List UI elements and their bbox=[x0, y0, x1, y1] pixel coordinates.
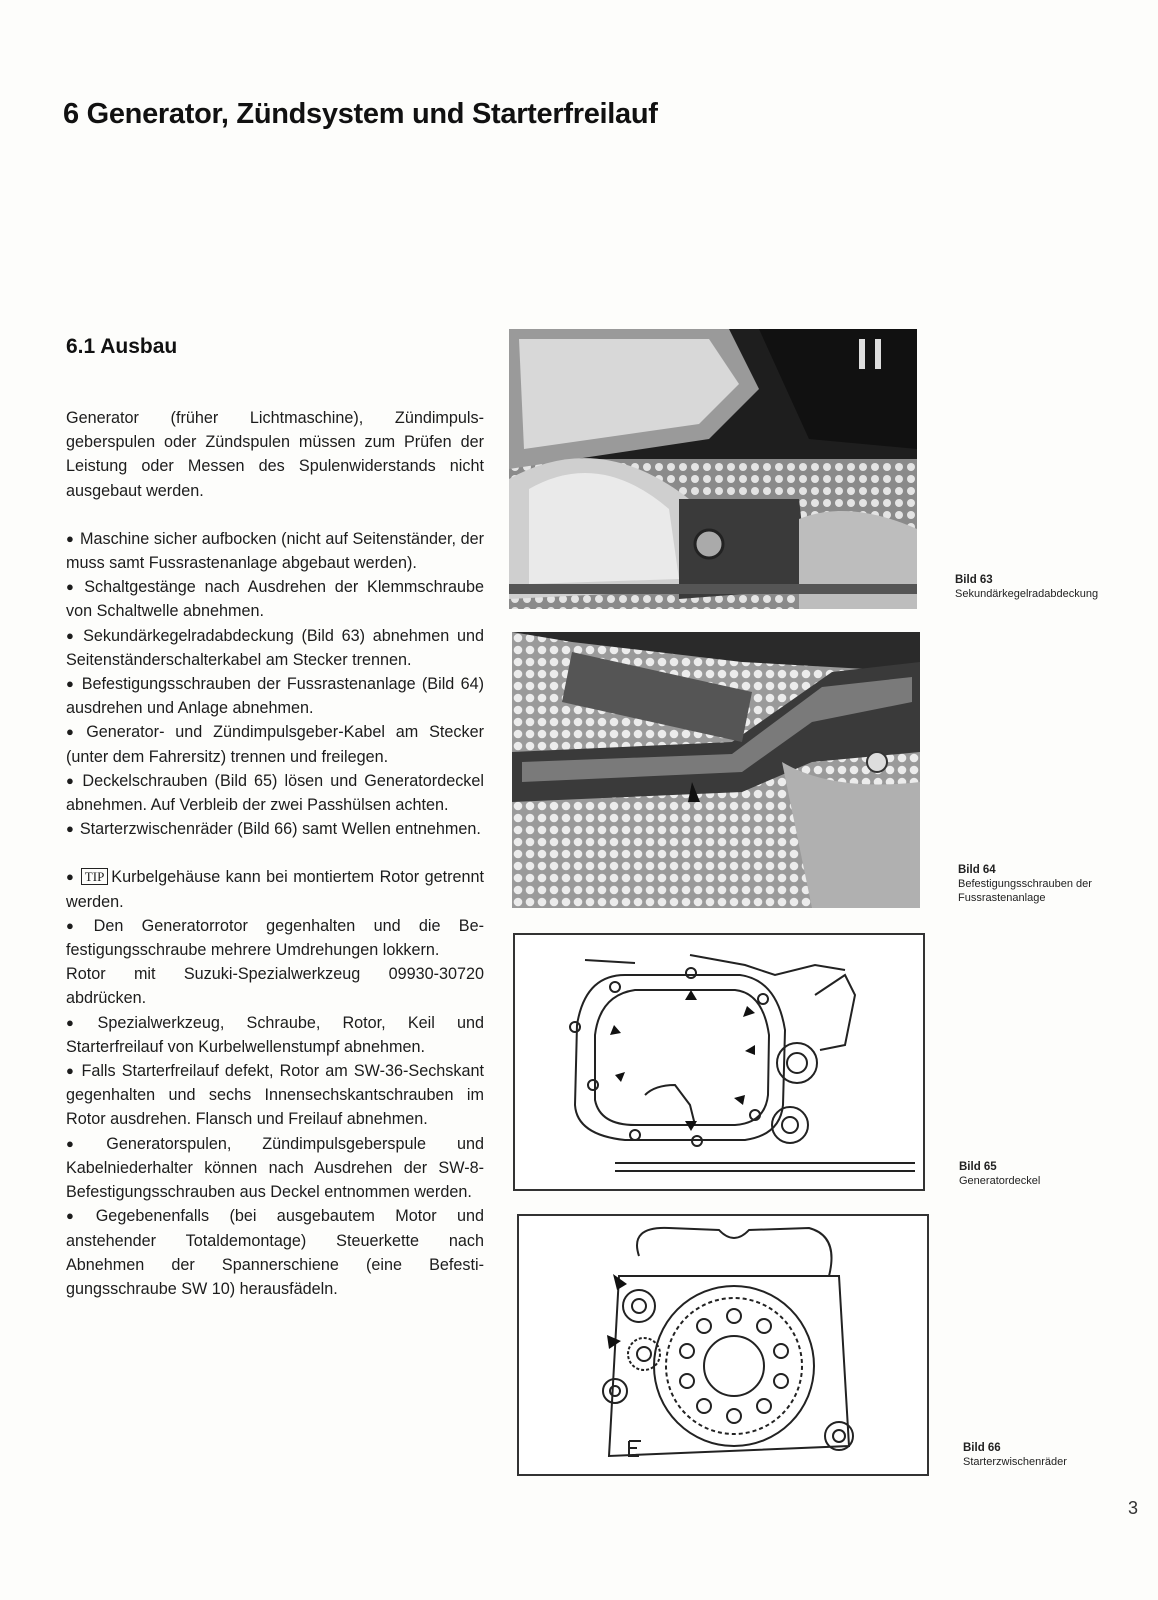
figure-63-photo bbox=[509, 329, 917, 609]
figure-66-caption bbox=[963, 1441, 1158, 1469]
section-title: 6.1 Ausbau bbox=[66, 335, 178, 358]
figure-caption-text: Generatordeckel bbox=[959, 1175, 1041, 1187]
engine-photo-illustration bbox=[509, 329, 917, 609]
page-title: 6 Generator, Zündsystem und Starterfreilauf bbox=[63, 98, 658, 130]
bullet-icon: ● bbox=[66, 1208, 90, 1224]
bullet-icon: ● bbox=[66, 917, 88, 933]
figure-64-caption bbox=[958, 863, 1158, 905]
bullet-icon: ● bbox=[66, 530, 74, 546]
figure-65-caption bbox=[959, 1160, 1158, 1188]
tip-badge: TIP bbox=[81, 868, 109, 885]
figure-number: Bild 63 bbox=[955, 574, 993, 586]
bullet-icon: ● bbox=[66, 772, 77, 788]
figure-65-drawing bbox=[513, 933, 925, 1191]
step-item: ● Befestigungsschrauben der Fussrastenanlage (Bild 64) ausdrehen und Anlage abnehmen. bbox=[66, 675, 485, 718]
figure-66-drawing bbox=[517, 1214, 929, 1476]
page-number: 3 bbox=[1128, 1498, 1139, 1518]
step-item: ● Deckelschrauben (Bild 65) lösen und Generatordeckel abnehmen. Auf Verbleib der zwei Passhülsen achten. bbox=[66, 771, 484, 815]
bullet-icon: ● bbox=[66, 579, 79, 595]
step-item: ● Den Generatorrotor gegenhalten und die Befestigungsschraube mehrere Umdrehungen lokkern. bbox=[66, 916, 484, 960]
intro-paragraph: Generator (früher Lichtmaschine), Zündimpulsgeberspulen oder Zündspulen müssen zum Prüfen der Leistung oder Messen des Spulenwiderstands nicht ausgebaut werden. bbox=[66, 409, 484, 500]
step-item: ● Spezialwerkzeug, Schraube, Rotor, Keil und Starterfreilauf von Kurbelwellenstumpf abnehmen. bbox=[66, 1013, 484, 1056]
bullet-icon: ● bbox=[66, 1014, 92, 1030]
step-item: ● Gegebenenfalls (bei ausgebautem Motor und anstehender Totaldemontage) Steuerkette nach Abnehmen der Spannerschiene (eine Befestigungsschraube SW 10) herausfädeln. bbox=[66, 1207, 484, 1298]
figure-64-photo bbox=[512, 632, 920, 908]
step-item: ● Falls Starterfreilauf defekt, Rotor am SW-36-Sechskant gegenhalten und sechs Innensechskantschrauben im Rotor ausdrehen. Flansch und Freilauf abnehmen. bbox=[66, 1062, 484, 1129]
step-continuation: Rotor mit Suzuki-Spezialwerkzeug 09930-30720 abdrücken. bbox=[66, 965, 484, 1008]
step-item: ● Maschine sicher aufbocken (nicht auf Seitenständer, der muss samt Fussrastenanlage abgebaut werden). bbox=[66, 529, 484, 573]
step-item: ● Schaltgestänge nach Ausdrehen der Klemmschraube von Schaltwelle abnehmen. bbox=[66, 578, 484, 621]
starter-gears-drawing bbox=[519, 1216, 927, 1474]
bullet-icon: ● bbox=[66, 724, 81, 740]
bullet-icon: ● bbox=[66, 1063, 76, 1079]
bullet-icon: ● bbox=[66, 869, 75, 885]
figure-number: Bild 65 bbox=[959, 1161, 997, 1173]
bullet-icon: ● bbox=[66, 821, 74, 837]
generator-cover-drawing bbox=[515, 935, 923, 1189]
tip-item: ● TIP Kurbelgehäuse kann bei montiertem Rotor getrennt werden. bbox=[66, 868, 484, 911]
bullet-icon: ● bbox=[66, 1135, 101, 1151]
figure-number: Bild 64 bbox=[958, 864, 996, 876]
figure-caption-text: Sekundärkegelradabdeckung bbox=[955, 588, 1099, 600]
step-item: ● Starterzwischenräder (Bild 66) samt Wellen entnehmen. bbox=[66, 820, 481, 839]
footrest-photo-illustration bbox=[512, 632, 920, 908]
body-text-column bbox=[66, 406, 484, 1301]
step-item: ● Sekundärkegelradabdeckung (Bild 63) abnehmen und Seitenständerschalterkabel am Stecker trennen. bbox=[66, 626, 484, 669]
step-item: ● Generator- und Zündimpulsgeber-Kabel am Stecker (unter dem Fahrersitz) trennen und freilegen. bbox=[66, 723, 484, 766]
step-item: ● Generatorspulen, Zündimpulsgeberspule und Kabelniederhalter können nach Ausdrehen der SW-8-Befestigungsschrauben aus Deckel entnommen werden. bbox=[66, 1134, 484, 1202]
figure-caption-text: Befestigungsschrauben der Fussrastenanlage bbox=[958, 878, 1092, 904]
figure-number: Bild 66 bbox=[963, 1442, 1001, 1454]
bullet-icon: ● bbox=[66, 627, 78, 643]
bullet-icon: ● bbox=[66, 676, 76, 692]
figure-63-caption bbox=[955, 573, 1155, 601]
figure-caption-text: Starterzwischenräder bbox=[963, 1456, 1067, 1468]
